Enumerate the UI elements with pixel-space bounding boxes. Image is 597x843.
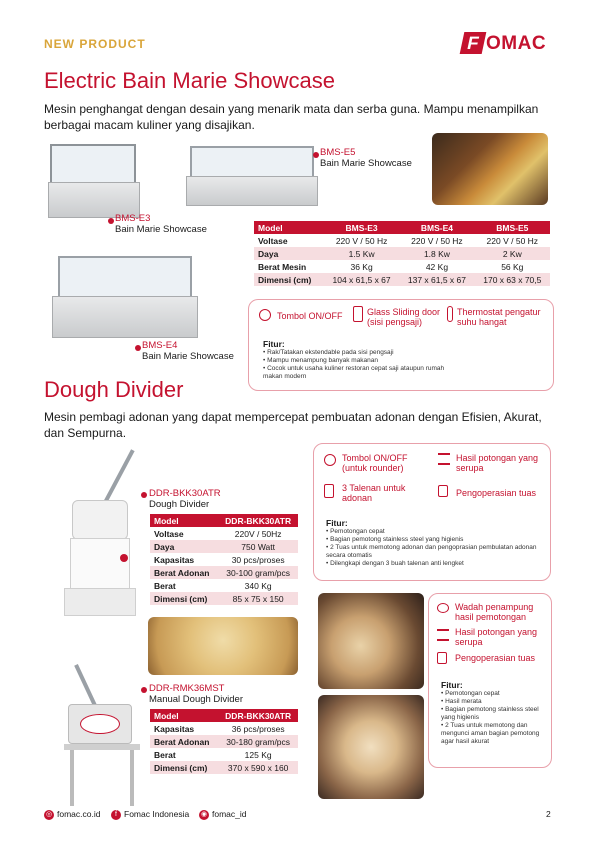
table-cell: 750 Watt xyxy=(218,540,298,553)
list-item: • Bagian pemotong stainless steel yang higienis xyxy=(326,536,541,544)
table-header: DDR-BKK30ATR xyxy=(218,514,298,527)
table-row xyxy=(150,722,298,735)
section-description-bain-marie: Mesin penghangat dengan desain yang menarik mata dan serba guna. Mampu menampilkan berbagai macam kuliner yang disajikan. xyxy=(44,102,539,132)
table-cell: 85 x 75 x 150 xyxy=(218,592,298,605)
container-icon xyxy=(437,603,449,613)
slices-icon xyxy=(437,629,449,641)
section-title-dough-divider: Dough Divider xyxy=(44,377,184,402)
feature-label: Wadah penampung hasil pemotongan xyxy=(455,602,534,622)
table-header: Model xyxy=(254,221,324,234)
fitur-title: Fitur: xyxy=(263,339,285,349)
table-cell: Daya xyxy=(150,540,218,553)
table-cell: Berat Mesin xyxy=(258,261,307,272)
fitur-title: Fitur: xyxy=(326,518,348,528)
list-item: • 2 Tuas untuk memotong dan mengunci aman bagian pemotong agar hasil akurat xyxy=(441,722,547,746)
table-cell: Kapasitas xyxy=(154,554,195,565)
list-item: • Dilengkapi dengan 3 buah talenan anti lengket xyxy=(326,560,541,568)
feature-label: Thermostat pengatur suhu hangat xyxy=(457,307,541,327)
hands-kneading-dough-photo xyxy=(318,695,424,799)
table-cell: 42 Kg xyxy=(425,261,449,272)
facebook-icon: f xyxy=(111,810,121,820)
glass-door-icon xyxy=(353,306,363,322)
product-code: DDR-RMK36MST xyxy=(149,683,225,694)
label-dot xyxy=(141,687,147,693)
table-cell: 104 x 61,5 x 67 xyxy=(324,273,399,286)
table-cell: 220V / 50Hz xyxy=(234,528,282,539)
table-cell: Dimensi (cm) xyxy=(150,592,218,605)
page-number: 2 xyxy=(546,809,551,819)
table-cell: 170 x 63 x 70,5 xyxy=(475,273,550,286)
ddr-bkk30atr-image xyxy=(58,442,144,620)
label-dot xyxy=(313,152,319,158)
table-header: Model xyxy=(150,514,218,527)
table-cell: Dimensi (cm) xyxy=(254,273,324,286)
table-cell: 220 V / 50 Hz xyxy=(411,235,463,246)
feature-label: Pengoperasian tuas xyxy=(455,653,536,663)
list-item: • Rak/Tatakan ekstendable pada sisi pengsaji xyxy=(263,349,463,357)
dough-divided-photo xyxy=(148,617,298,675)
list-item: • Mampu menampung banyak makanan xyxy=(263,357,463,365)
feature-label: Glass Sliding door (sisi pengsaji) xyxy=(367,307,441,327)
fitur-list xyxy=(263,349,463,381)
food-display-photo xyxy=(432,133,548,205)
table-cell: 36 pcs/proses xyxy=(231,723,285,734)
table-cell: 1.8 Kw xyxy=(399,247,474,260)
table-cell: 56 Kg xyxy=(501,261,524,272)
list-item: • Hasil merata xyxy=(441,698,547,706)
table-row xyxy=(150,592,298,605)
table-cell: Kapasitas xyxy=(154,723,195,734)
table-cell: 220 V / 50 Hz xyxy=(486,235,539,246)
product-name: Dough Divider xyxy=(149,499,210,510)
label-dot xyxy=(135,345,141,351)
table-header: BMS-E5 xyxy=(475,221,550,234)
table-row xyxy=(254,273,550,286)
table-row xyxy=(254,260,550,273)
list-item: • Bagian pemotong stainless steel yang higienis xyxy=(441,706,547,722)
table-header: BMS-E4 xyxy=(399,221,474,234)
bain-marie-feature-box xyxy=(248,299,554,391)
ddr-rmk36mst-image xyxy=(60,660,144,810)
feature-label: Tombol ON/OFF xyxy=(277,311,343,321)
table-row xyxy=(150,566,298,579)
table-cell: 30-180 gram/pcs xyxy=(218,735,298,748)
instagram-icon: ◉ xyxy=(200,810,208,818)
tray-icon xyxy=(324,484,334,498)
manual-divider-feature-box xyxy=(428,593,552,768)
feature-label: Hasil potongan yang serupa xyxy=(455,627,538,647)
table-cell: Dimensi (cm) xyxy=(150,761,218,774)
product-code: BMS-E3 xyxy=(115,213,151,224)
product-code: BMS-E4 xyxy=(142,340,178,351)
fomac-logo xyxy=(462,30,572,56)
logo-text: OMAC xyxy=(486,33,547,54)
list-item: • Pemotongan cepat xyxy=(441,690,547,698)
list-item: • 2 Tuas untuk memotong adonan dan pengoprasian pembulatan adonan secara otomatis xyxy=(326,544,541,560)
table-cell: 36 Kg xyxy=(350,261,373,272)
fitur-list xyxy=(441,690,547,746)
section-title-bain-marie: Electric Bain Marie Showcase xyxy=(44,68,336,93)
table-cell: Voltase xyxy=(154,528,184,539)
label-ddr-rmk36mst xyxy=(149,683,243,705)
table-cell: 30 pcs/proses xyxy=(231,554,285,565)
table-cell: Berat xyxy=(154,749,176,760)
table-cell: 1.5 Kw xyxy=(324,247,399,260)
label-dot xyxy=(108,218,114,224)
power-icon xyxy=(259,309,271,321)
slices-icon xyxy=(438,453,450,465)
table-row xyxy=(150,527,298,540)
manual-dough-divider-spec-table xyxy=(150,709,298,774)
table-cell: Berat Adonan xyxy=(150,735,218,748)
new-product-tag: NEW PRODUCT xyxy=(44,37,146,51)
label-bms-e3 xyxy=(115,213,207,235)
footer-website[interactable] xyxy=(44,809,100,820)
label-bms-e5 xyxy=(320,147,412,169)
label-dot xyxy=(141,492,147,498)
product-name: Manual Dough Divider xyxy=(149,694,243,705)
bain-marie-spec-table xyxy=(254,221,550,286)
website-text: fomac.co.id xyxy=(57,809,101,819)
thermostat-icon xyxy=(447,306,453,322)
product-code: BMS-E5 xyxy=(320,147,356,158)
footer-instagram[interactable] xyxy=(199,809,247,820)
hand-lever-icon xyxy=(438,485,448,497)
product-code: DDR-BKK30ATR xyxy=(149,488,221,499)
table-cell: Voltase xyxy=(258,235,288,246)
bms-e5-image xyxy=(186,146,318,208)
feature-label: Tombol ON/OFF (untuk rounder) xyxy=(342,453,408,473)
hand-lever-icon xyxy=(437,652,447,664)
dough-divider-spec-table xyxy=(150,514,298,605)
fitur-title: Fitur: xyxy=(441,680,463,690)
hands-cutting-dough-photo xyxy=(318,593,424,689)
label-ddr-bkk30atr xyxy=(149,488,221,510)
table-cell: 340 Kg xyxy=(244,580,272,591)
product-name: Bain Marie Showcase xyxy=(142,351,234,362)
table-cell: 137 x 61,5 x 67 xyxy=(399,273,474,286)
table-header: BMS-E3 xyxy=(324,221,399,234)
table-row xyxy=(254,247,550,260)
feature-label: Pengoperasian tuas xyxy=(456,488,537,498)
table-header: Model xyxy=(150,709,218,722)
table-cell: 370 x 590 x 160 xyxy=(218,761,298,774)
table-cell: 2 Kw xyxy=(475,247,550,260)
table-row xyxy=(150,761,298,774)
feature-label: 3 Talenan untuk adonan xyxy=(342,483,406,503)
globe-icon: ◎ xyxy=(45,810,53,818)
table-row xyxy=(150,579,298,592)
instagram-text: fomac_id xyxy=(212,809,247,819)
feature-label: Hasil potongan yang serupa xyxy=(456,453,539,473)
list-item: • Cocok untuk usaha kuliner restoran cepat saji ataupun rumah makan modern xyxy=(263,365,463,381)
table-cell: 30-100 gram/pcs xyxy=(218,566,298,579)
table-row xyxy=(150,748,298,761)
fitur-list xyxy=(326,528,541,568)
table-row xyxy=(150,553,298,566)
bms-e4-image xyxy=(52,256,198,340)
footer-facebook[interactable] xyxy=(111,809,189,820)
table-row xyxy=(254,234,550,247)
facebook-text: Fomac Indonesia xyxy=(124,809,190,819)
table-cell: 220 V / 50 Hz xyxy=(335,235,388,246)
table-cell: 125 Kg xyxy=(244,749,272,760)
dough-divider-feature-box xyxy=(313,443,551,581)
table-row xyxy=(150,540,298,553)
product-name: Bain Marie Showcase xyxy=(115,224,207,235)
section-description-dough-divider: Mesin pembagi adonan yang dapat mempercepat pembuatan adonan dengan Efisien, Akurat, dan Sempurna. xyxy=(44,410,542,440)
table-header: DDR-BKK30ATR xyxy=(218,709,298,722)
table-cell: Berat Adonan xyxy=(150,566,218,579)
table-row xyxy=(150,735,298,748)
table-cell: Berat xyxy=(154,580,176,591)
product-name: Bain Marie Showcase xyxy=(320,158,412,169)
list-item: • Pemotongan cepat xyxy=(326,528,541,536)
table-cell: Daya xyxy=(254,247,324,260)
logo-mark: F xyxy=(460,32,487,54)
power-icon xyxy=(324,454,336,466)
label-bms-e4 xyxy=(142,340,234,362)
bms-e3-image xyxy=(48,142,140,222)
